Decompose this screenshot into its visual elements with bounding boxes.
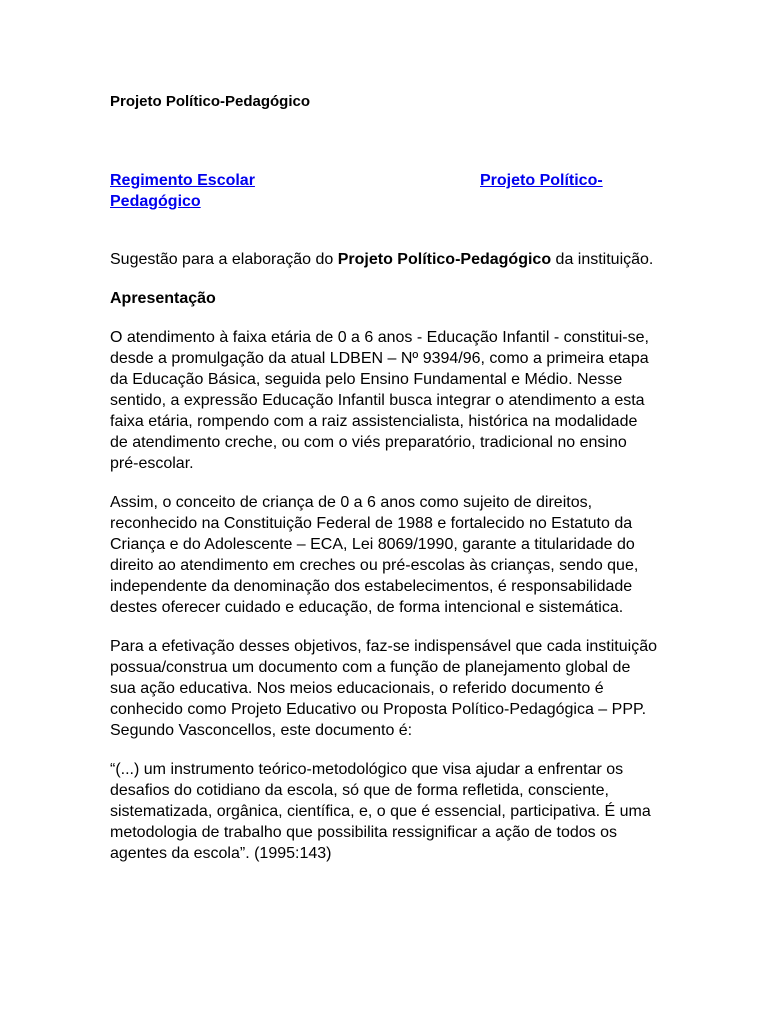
- link-projeto-politico-pedagogico[interactable]: Projeto Político-: [480, 172, 603, 189]
- section-heading-apresentacao: Apresentação: [110, 290, 216, 307]
- document-title: Projeto Político-Pedagógico: [110, 93, 311, 110]
- intro-text-after: da instituição.: [551, 251, 654, 268]
- paragraph-3: Para a efetivação desses objetivos, faz-se indispensável que cada instituição possua/construa um documento com a função de planejamento global de sua ação educativa. Nos meios educacionais, o referido documento é conhecido como Projeto Educativo ou Proposta Político-Pedagógica – PPP. Segundo Vasconcellos, este documento é:: [110, 638, 657, 739]
- intro-text-bold: Projeto Político-Pedagógico: [337, 251, 552, 268]
- intro-paragraph: [110, 249, 658, 270]
- paragraph-quote: “(...) um instrumento teórico-metodológico que visa ajudar a enfrentar os desafios do cotidiano da escola, só que de forma refletida, consciente, sistematizada, orgânica, científica, e, o que é essencial, participativa. É uma metodologia de trabalho que possibilita ressignificar a ação de todos os agentes da escola”. (1995:143): [110, 761, 651, 862]
- link-projeto-politico-pedagogico-continuation[interactable]: Pedagógico: [110, 193, 201, 210]
- document-body: [110, 249, 658, 882]
- paragraph-1: O atendimento à faixa etária de 0 a 6 anos - Educação Infantil - constitui-se, desde a promulgação da atual LDBEN – Nº 9394/96, como a primeira etapa da Educação Básica, seguida pelo Ensino Fundamental e Médio. Nesse sentido, a expressão Educação Infantil busca integrar o atendimento a esta faixa etária, rompendo com a raiz assistencialista, histórica na modalidade de atendimento creche, ou com o viés preparatório, tradicional no ensino pré-escolar.: [110, 329, 649, 472]
- paragraph-2: Assim, o conceito de criança de 0 a 6 anos como sujeito de direitos, reconhecido na Constituição Federal de 1988 e fortalecido no Estatuto da Criança e do Adolescente – ECA, Lei 8069/1990, garante a titularidade do direito ao atendimento em creches ou pré-escolas às crianças, sendo que, independente da denominação dos estabelecimentos, é responsabilidade destes oferecer cuidado e educação, de forma intencional e sistemática.: [110, 494, 639, 616]
- link-regimento-escolar[interactable]: Regimento Escolar: [110, 172, 255, 189]
- intro-text-before: Sugestão para a elaboração do: [110, 251, 338, 268]
